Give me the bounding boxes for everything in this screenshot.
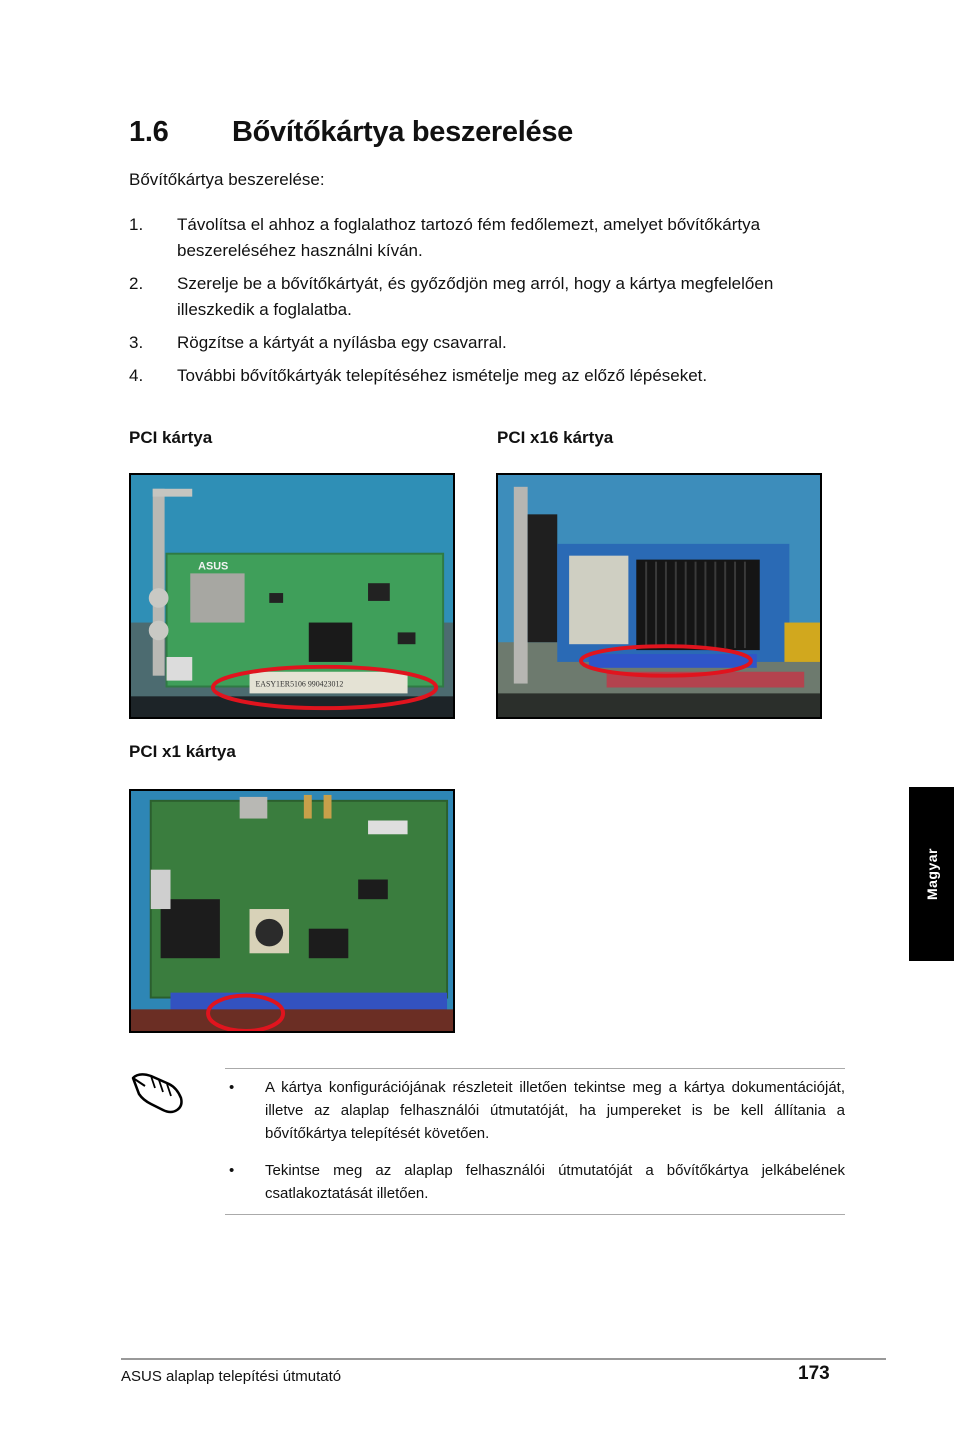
pci-x1-card-photo	[129, 789, 455, 1033]
section-number: 1.6	[129, 116, 169, 148]
card-brand-print: ASUS	[198, 560, 229, 573]
step-number: 2.	[129, 274, 144, 293]
note-item	[229, 1076, 845, 1145]
step-item	[129, 330, 849, 356]
note-text: Tekintse meg az alaplap felhasználói útmutatóját a bővítőkártya jelkábelének csatlakoztatását illetően.	[265, 1162, 845, 1202]
step-item	[129, 363, 849, 389]
section-title: Bővítőkártya beszerelése	[232, 116, 573, 148]
page-number: 173	[798, 1363, 830, 1384]
pci-card-photo	[129, 473, 455, 719]
note-top-rule	[225, 1068, 845, 1069]
note-item	[229, 1159, 845, 1205]
figure-label-pci: PCI kártya	[129, 428, 213, 447]
hand-pointer-icon	[129, 1064, 189, 1116]
figure-label-pci-x1: PCI x1 kártya	[129, 742, 236, 761]
step-number: 4.	[129, 366, 144, 385]
slot-print: EASY1ER5106 990423012	[255, 679, 344, 689]
language-side-tab	[909, 787, 954, 961]
step-text: További bővítőkártyák telepítéséhez ismételje meg az előző lépéseket.	[177, 366, 708, 385]
note-bottom-rule	[225, 1214, 845, 1215]
step-number: 1.	[129, 215, 144, 234]
figure-label-pci-x16: PCI x16 kártya	[497, 428, 614, 447]
section-heading	[129, 116, 573, 149]
side-tab-label: Magyar	[923, 847, 940, 901]
note-text: A kártya konfigurációjának részleteit illetően tekintse meg a kártya dokumentációját, illetve az alaplap felhasználói útmutatóját, ha jumpereket is be kell állítania a bővítőkártya telepítését követően.	[265, 1079, 845, 1142]
intro-text: Bővítőkártya beszerelése:	[129, 170, 325, 189]
pci-x16-card-photo	[496, 473, 822, 719]
note-bullet: •	[229, 1079, 235, 1096]
step-number: 3.	[129, 333, 144, 352]
step-text: Távolítsa el ahhoz a foglalathoz tartozó fém fedőlemezt, amelyet bővítőkártya beszereléséhez használni kíván.	[177, 215, 761, 260]
footer-rule	[121, 1358, 886, 1360]
footer-document-title: ASUS alaplap telepítési útmutató	[121, 1368, 342, 1385]
step-item	[129, 271, 849, 323]
step-item	[129, 212, 849, 264]
note-bullet: •	[229, 1162, 235, 1179]
step-text: Rögzítse a kártyát a nyílásba egy csavarral.	[177, 333, 507, 352]
step-text: Szerelje be a bővítőkártyát, és győződjön meg arról, hogy a kártya megfelelően illeszkedik a foglalatba.	[177, 274, 774, 319]
